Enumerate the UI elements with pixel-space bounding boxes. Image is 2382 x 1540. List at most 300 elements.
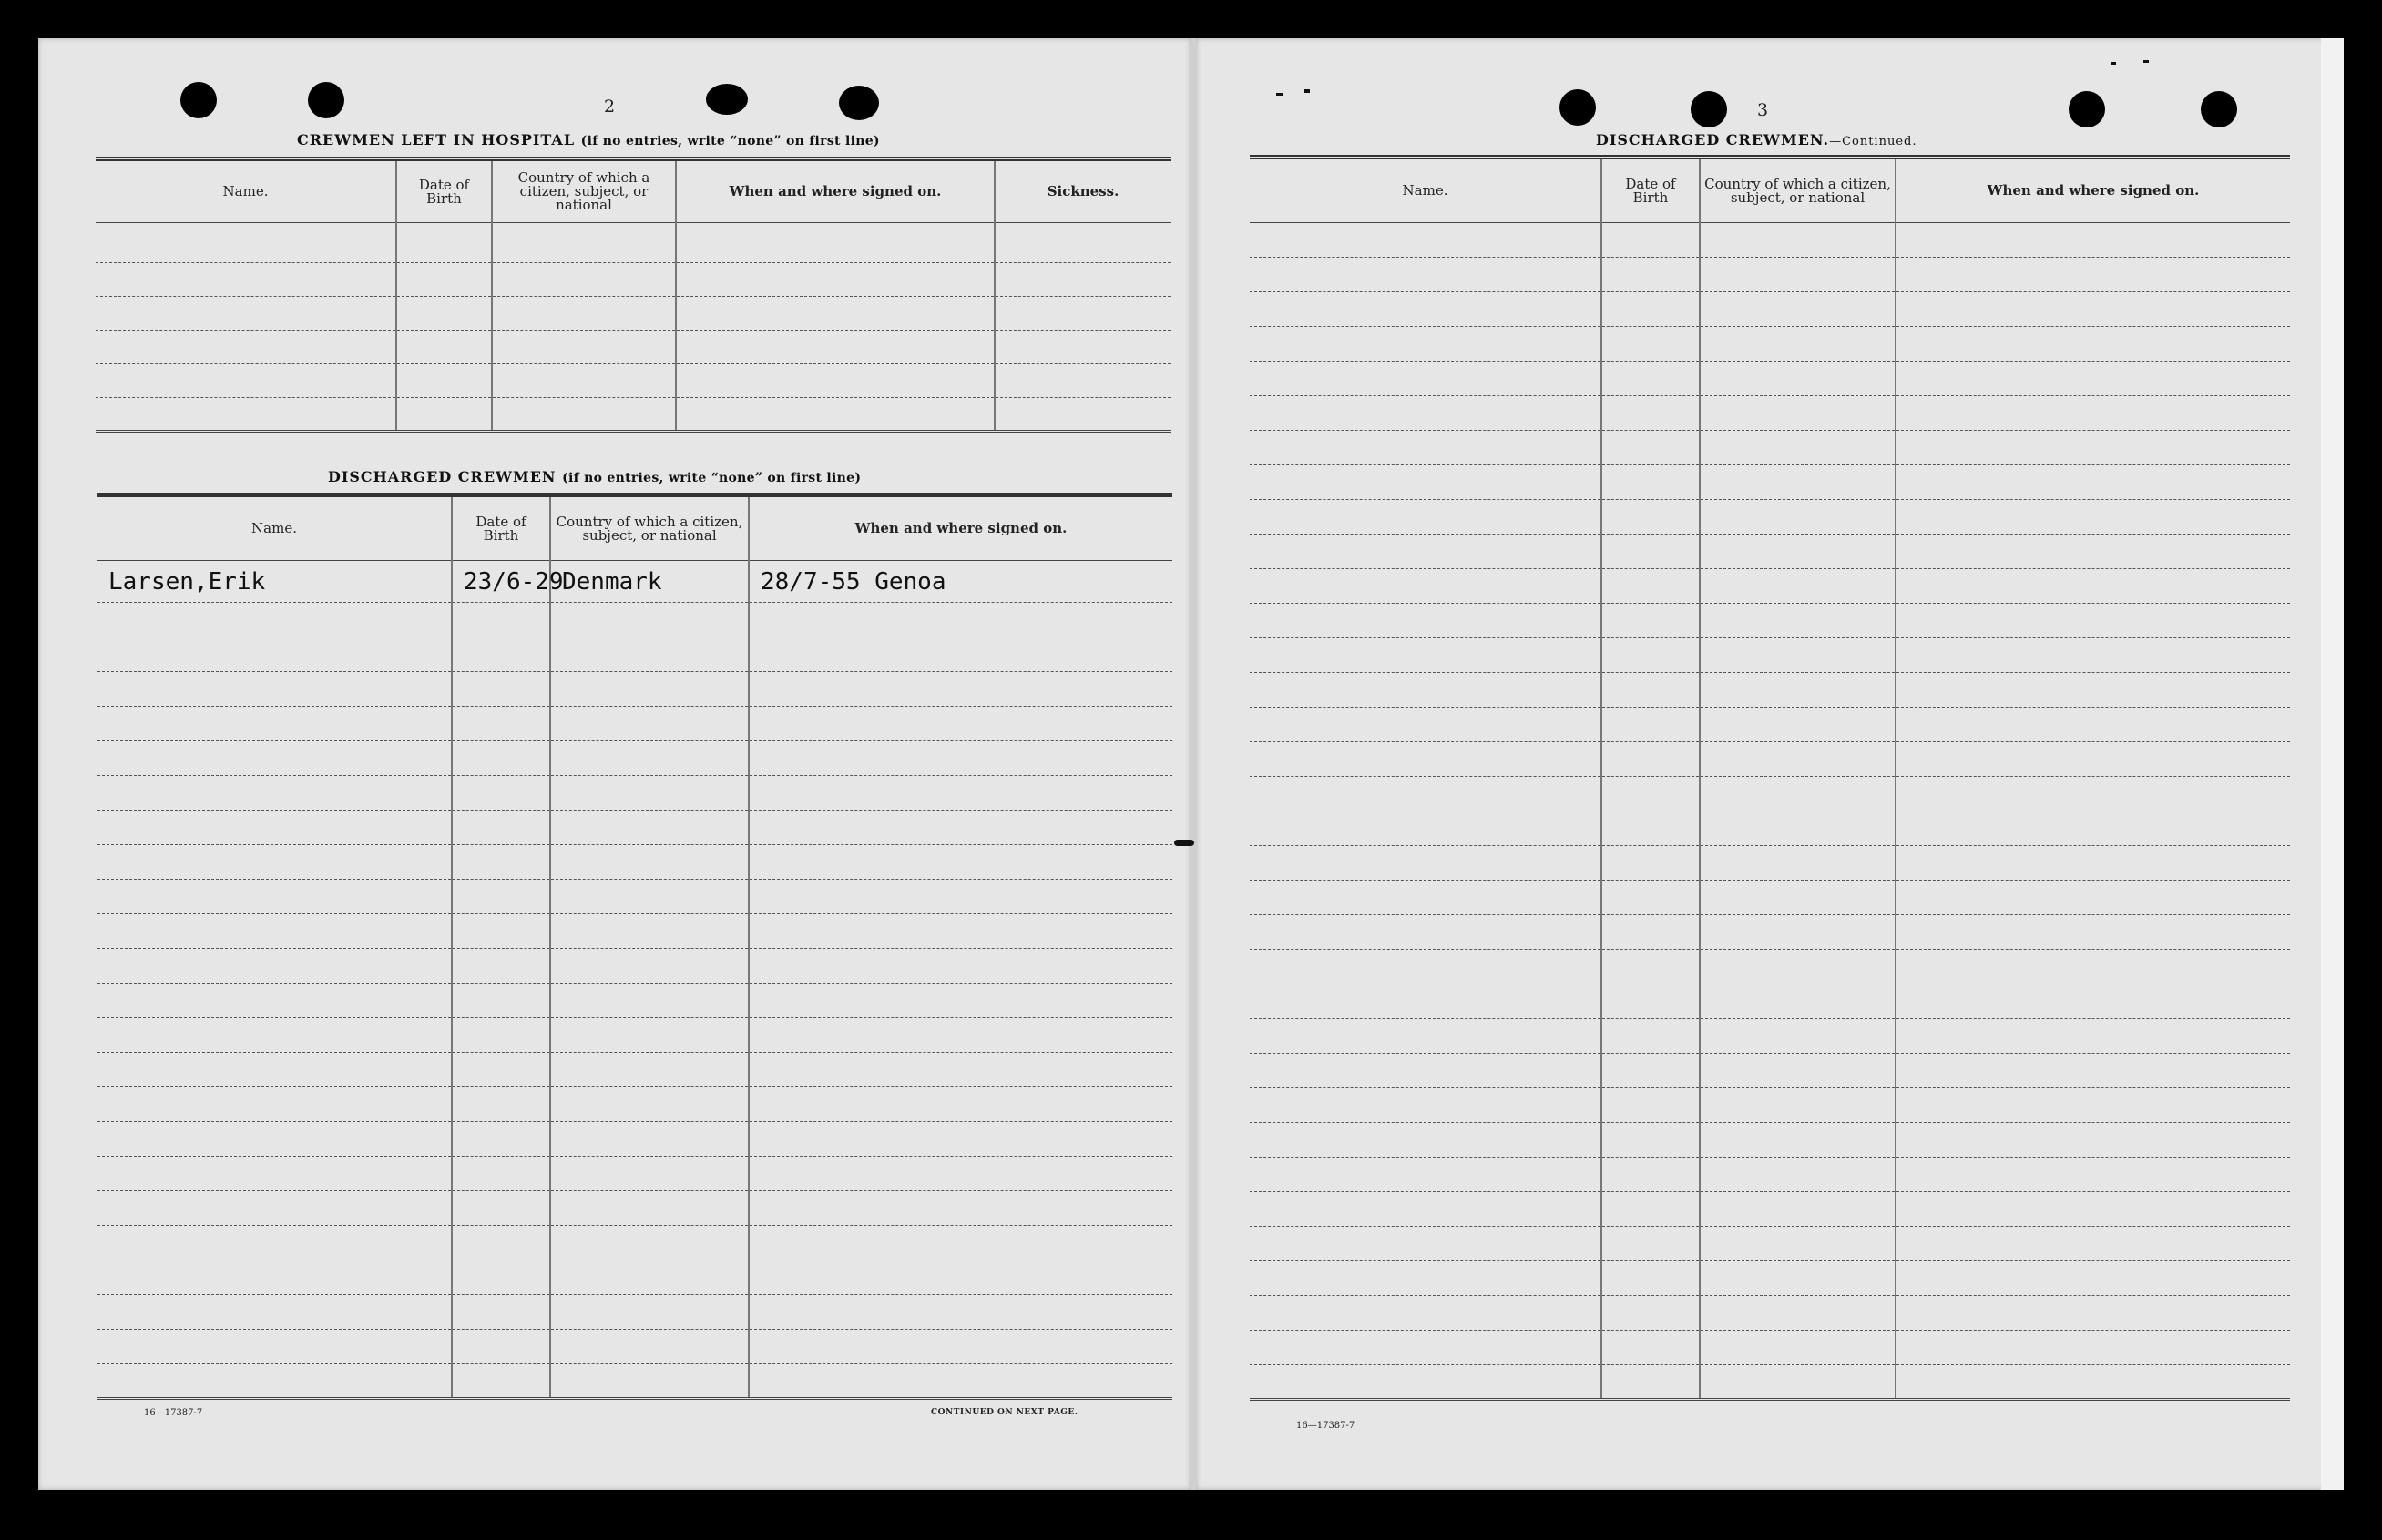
table-cell [1601, 811, 1700, 846]
table-row [96, 331, 1171, 364]
table-cell [97, 603, 452, 637]
section-title-hospital [297, 131, 880, 148]
table-cell [749, 1260, 1172, 1295]
table-row [1250, 292, 2290, 327]
table-cell [1896, 950, 2290, 984]
table-cell [1896, 327, 2290, 362]
table-cell [396, 364, 492, 398]
table-cell [749, 1122, 1172, 1157]
table-cell [550, 1122, 749, 1157]
table-cell [749, 741, 1172, 776]
table-cell [1250, 327, 1601, 362]
table-cell [749, 1053, 1172, 1087]
table-cell [1896, 881, 2290, 915]
table-cell [1601, 396, 1700, 431]
table-cell [1250, 984, 1601, 1019]
table-row [1250, 915, 2290, 950]
table-cell [396, 398, 492, 432]
table-cell [1896, 431, 2290, 465]
table-cell [97, 1364, 452, 1399]
column-header-name: Name. [96, 159, 396, 223]
discharged-table [97, 493, 1172, 1400]
table-row [1250, 881, 2290, 915]
table-cell [749, 880, 1172, 914]
table-row [1250, 465, 2290, 500]
table-cell [550, 1018, 749, 1053]
table-row [1250, 1296, 2290, 1331]
table-cell [1896, 1158, 2290, 1192]
table-cell [676, 297, 995, 331]
table-cell [1700, 915, 1896, 950]
table-cell [96, 297, 396, 331]
section-title-text: DISCHARGED CREWMEN. [1596, 131, 1830, 148]
table-cell [1700, 1088, 1896, 1123]
table-cell [452, 1191, 550, 1226]
table-cell [1700, 742, 1896, 777]
table-cell [550, 1364, 749, 1399]
table-cell [749, 1295, 1172, 1330]
table-row [1250, 604, 2290, 638]
table-cell [1250, 638, 1601, 673]
table-cell: Larsen,Erik [97, 561, 452, 603]
table-cell [550, 1295, 749, 1330]
table-cell [97, 672, 452, 707]
table-cell [97, 1226, 452, 1260]
table-cell [550, 1157, 749, 1191]
table-row [1250, 673, 2290, 708]
table-cell [1700, 362, 1896, 396]
table-row [97, 1122, 1172, 1157]
table-cell [452, 984, 550, 1018]
table-cell [1700, 881, 1896, 915]
table-cell [97, 1087, 452, 1122]
table-cell [550, 949, 749, 984]
table-cell [1896, 1331, 2290, 1365]
table-cell [1250, 915, 1601, 950]
table-cell [550, 776, 749, 811]
table-cell [550, 637, 749, 672]
table-cell [1250, 881, 1601, 915]
table-cell [97, 984, 452, 1018]
table-cell [1250, 1296, 1601, 1331]
table-cell [452, 707, 550, 741]
table-cell [1700, 604, 1896, 638]
table-cell [1896, 258, 2290, 292]
table-cell [1700, 708, 1896, 742]
table-cell [1601, 950, 1700, 984]
table-row [1250, 1054, 2290, 1088]
table-cell [452, 1157, 550, 1191]
table-row [97, 776, 1172, 811]
table-cell [749, 845, 1172, 880]
column-header-signed-on: When and where signed on. [749, 495, 1172, 561]
table-cell [1896, 500, 2290, 535]
column-header-signed-on: When and where signed on. [676, 159, 995, 223]
table-row [97, 1364, 1172, 1399]
table-cell [1896, 742, 2290, 777]
table-cell [676, 398, 995, 432]
table-cell [1700, 638, 1896, 673]
table-cell [452, 1122, 550, 1157]
table-cell [1601, 881, 1700, 915]
table-cell [97, 1157, 452, 1191]
table-cell [1601, 465, 1700, 500]
table-cell [1601, 777, 1700, 811]
table-row [97, 1087, 1172, 1122]
table-cell [96, 263, 396, 297]
table-cell [995, 297, 1171, 331]
table-cell [995, 398, 1171, 432]
table-cell [1250, 1331, 1601, 1365]
table-cell [1700, 1227, 1896, 1261]
table-cell [452, 949, 550, 984]
column-header-country: Country of which a citizen, subject, or national [550, 495, 749, 561]
table-cell [1601, 292, 1700, 327]
table-row [97, 845, 1172, 880]
table-cell [452, 1260, 550, 1295]
table-cell [1896, 1227, 2290, 1261]
table-cell [1896, 1088, 2290, 1123]
table-row [1250, 1192, 2290, 1227]
table-cell [1601, 742, 1700, 777]
table-cell [1896, 535, 2290, 569]
table-row [97, 880, 1172, 914]
table-cell [1250, 777, 1601, 811]
table-cell [749, 603, 1172, 637]
table-cell [97, 1053, 452, 1087]
table-cell [1700, 673, 1896, 708]
section-title-discharged-continued [1596, 131, 1917, 148]
table-cell [1250, 396, 1601, 431]
column-header-sickness: Sickness. [995, 159, 1171, 223]
table-cell [550, 1330, 749, 1364]
column-header-country: Country of which a citizen, subject, or national [492, 159, 676, 223]
scan-mark [1276, 93, 1283, 96]
table-row [97, 1295, 1172, 1330]
table-cell [1700, 846, 1896, 881]
table-row [96, 223, 1171, 263]
table-row [1250, 777, 2290, 811]
table-cell [676, 331, 995, 364]
table-cell [97, 949, 452, 984]
table-row [97, 707, 1172, 741]
table-row [1250, 1365, 2290, 1400]
page-edge [2321, 38, 2344, 1490]
punch-hole [308, 82, 344, 118]
table-cell [1896, 984, 2290, 1019]
table-cell [550, 845, 749, 880]
table-cell [1250, 1365, 1601, 1400]
table-cell [1700, 569, 1896, 604]
table-cell [97, 741, 452, 776]
table-cell [1601, 223, 1700, 258]
page-number: 2 [604, 97, 616, 117]
table-cell [96, 398, 396, 432]
table-cell [1250, 1123, 1601, 1158]
section-title-text: DISCHARGED CREWMEN [328, 468, 557, 485]
table-cell [550, 914, 749, 949]
table-cell [749, 1364, 1172, 1399]
table-row [1250, 1123, 2290, 1158]
table-row [97, 1226, 1172, 1260]
table-cell [1700, 1158, 1896, 1192]
table-cell [995, 263, 1171, 297]
section-title-note: (if no entries, write “none” on first line) [562, 471, 862, 485]
table-cell [550, 1260, 749, 1295]
table-cell [1700, 223, 1896, 258]
table-cell [492, 364, 676, 398]
table-row [1250, 223, 2290, 258]
table-cell [1896, 638, 2290, 673]
table-row [1250, 258, 2290, 292]
punch-hole [2201, 91, 2237, 127]
table-cell [452, 1018, 550, 1053]
table-cell [1250, 431, 1601, 465]
table-cell [995, 223, 1171, 263]
punch-hole [839, 86, 879, 120]
table-cell [452, 811, 550, 845]
table-cell [1250, 708, 1601, 742]
table-cell [550, 1087, 749, 1122]
column-header-signed-on: When and where signed on. [1896, 158, 2290, 223]
table-cell [1601, 1054, 1700, 1088]
table-cell [492, 223, 676, 263]
table-cell [1601, 500, 1700, 535]
table-cell [1601, 569, 1700, 604]
table-cell [550, 1226, 749, 1260]
table-cell [749, 672, 1172, 707]
table-row [1250, 811, 2290, 846]
table-cell [96, 364, 396, 398]
table-row [97, 603, 1172, 637]
table-cell [492, 398, 676, 432]
table-cell [1250, 1158, 1601, 1192]
table-cell [492, 297, 676, 331]
table-cell [749, 1330, 1172, 1364]
column-header-name: Name. [1250, 158, 1601, 223]
punch-hole [180, 82, 217, 118]
table-cell [1700, 1331, 1896, 1365]
table-cell [1896, 915, 2290, 950]
table-cell [1896, 708, 2290, 742]
table-cell [1700, 465, 1896, 500]
table-cell [1601, 1296, 1700, 1331]
table-cell [97, 707, 452, 741]
table-cell: 23/6-29 [452, 561, 550, 603]
hospital-table [96, 157, 1171, 433]
table-cell [1700, 1054, 1896, 1088]
table-row [1250, 362, 2290, 396]
table-row [97, 1191, 1172, 1226]
table-cell [1700, 535, 1896, 569]
column-header-name: Name. [97, 495, 452, 561]
table-cell [1601, 1192, 1700, 1227]
table-cell [96, 223, 396, 263]
discharged-continued-table [1250, 155, 2290, 1401]
table-cell [1896, 362, 2290, 396]
table-cell [1250, 292, 1601, 327]
table-cell [1896, 1019, 2290, 1054]
table-cell [1896, 846, 2290, 881]
form-number: 16—17387-7 [144, 1408, 203, 1418]
table-cell [1250, 258, 1601, 292]
table-row [1250, 500, 2290, 535]
table-cell [492, 263, 676, 297]
table-cell [749, 1018, 1172, 1053]
table-cell [492, 331, 676, 364]
table-cell [1601, 327, 1700, 362]
table-cell [1700, 431, 1896, 465]
continued-note: CONTINUED ON NEXT PAGE. [931, 1408, 1079, 1417]
table-cell [1250, 1088, 1601, 1123]
section-title-note: (if no entries, write “none” on first line) [580, 134, 880, 148]
table-cell [452, 1364, 550, 1399]
table-cell [1250, 950, 1601, 984]
table-row [1250, 950, 2290, 984]
table-cell [749, 1226, 1172, 1260]
table-row [1250, 1261, 2290, 1296]
table-cell [1700, 1365, 1896, 1400]
table-cell [1601, 638, 1700, 673]
table-cell [1601, 431, 1700, 465]
table-cell [1896, 811, 2290, 846]
table-cell [676, 364, 995, 398]
table-row [97, 1157, 1172, 1191]
table-cell [676, 263, 995, 297]
table-cell [550, 880, 749, 914]
table-cell [550, 672, 749, 707]
table-cell [1601, 604, 1700, 638]
table-cell [452, 1087, 550, 1122]
table-cell [1601, 1158, 1700, 1192]
table-cell [1896, 604, 2290, 638]
table-cell [1700, 396, 1896, 431]
table-cell [452, 880, 550, 914]
table-cell [97, 1122, 452, 1157]
table-cell [452, 1330, 550, 1364]
table-cell [97, 776, 452, 811]
table-cell [1601, 1261, 1700, 1296]
table-cell [452, 845, 550, 880]
table-cell [1700, 950, 1896, 984]
table-row [97, 1053, 1172, 1087]
table-cell: Denmark [550, 561, 749, 603]
column-header-date-of-birth: Date of Birth [452, 495, 550, 561]
table-cell [452, 1053, 550, 1087]
table-cell [749, 914, 1172, 949]
table-row [97, 672, 1172, 707]
table-cell [1601, 258, 1700, 292]
table-cell [97, 914, 452, 949]
table-cell [1700, 1019, 1896, 1054]
table-row [96, 263, 1171, 297]
table-cell [749, 707, 1172, 741]
table-cell [1601, 362, 1700, 396]
table-cell [1896, 777, 2290, 811]
table-cell [97, 1330, 452, 1364]
table-cell [97, 845, 452, 880]
table-cell [550, 1191, 749, 1226]
punch-hole [706, 84, 748, 115]
table-cell [1700, 292, 1896, 327]
table-row [97, 1330, 1172, 1364]
table-cell [97, 637, 452, 672]
table-cell [1896, 1192, 2290, 1227]
punch-hole [2069, 91, 2105, 127]
table-cell [1250, 1192, 1601, 1227]
table-cell [452, 1226, 550, 1260]
table-cell [1601, 535, 1700, 569]
table-cell [1250, 1054, 1601, 1088]
table-cell: 28/7-55 Genoa [749, 561, 1172, 603]
table-cell [1896, 1365, 2290, 1400]
table-cell [452, 776, 550, 811]
table-cell [1601, 1123, 1700, 1158]
column-header-country: Country of which a citizen, subject, or national [1700, 158, 1896, 223]
table-row [97, 984, 1172, 1018]
table-cell [749, 1157, 1172, 1191]
table-row [97, 561, 1172, 603]
table-row [1250, 327, 2290, 362]
table-cell [1700, 1192, 1896, 1227]
table-cell [1601, 673, 1700, 708]
table-cell [1700, 777, 1896, 811]
table-cell [1250, 569, 1601, 604]
page-number: 3 [1757, 100, 1769, 120]
table-cell [749, 1191, 1172, 1226]
table-row [1250, 569, 2290, 604]
table-row [97, 741, 1172, 776]
table-cell [1700, 984, 1896, 1019]
table-cell [1896, 1054, 2290, 1088]
table-row [97, 949, 1172, 984]
table-cell [749, 984, 1172, 1018]
table-row [1250, 1019, 2290, 1054]
table-cell [1601, 1331, 1700, 1365]
table-cell [550, 741, 749, 776]
scan-mark [1304, 89, 1310, 93]
table-row [96, 364, 1171, 398]
table-cell [749, 1087, 1172, 1122]
table-cell [1896, 465, 2290, 500]
table-cell [550, 811, 749, 845]
table-cell [97, 1191, 452, 1226]
table-row [97, 1018, 1172, 1053]
column-header-date-of-birth: Date of Birth [396, 159, 492, 223]
table-row [1250, 1331, 2290, 1365]
table-cell [1250, 1227, 1601, 1261]
section-title-text: CREWMEN LEFT IN HOSPITAL [297, 131, 576, 148]
table-row [1250, 1088, 2290, 1123]
table-cell [1250, 742, 1601, 777]
table-cell [1250, 1261, 1601, 1296]
right-page [1196, 38, 2344, 1490]
table-row [1250, 1158, 2290, 1192]
table-cell [1601, 708, 1700, 742]
section-title-suffix: —Continued. [1829, 135, 1917, 148]
table-row [1250, 535, 2290, 569]
punch-hole [1691, 91, 1727, 127]
table-cell [1700, 258, 1896, 292]
table-cell [1601, 984, 1700, 1019]
table-cell [1896, 223, 2290, 258]
table-cell [1896, 292, 2290, 327]
table-cell [452, 637, 550, 672]
table-cell [995, 364, 1171, 398]
scan-mark [1174, 840, 1194, 846]
table-row [96, 398, 1171, 432]
table-cell [1250, 846, 1601, 881]
